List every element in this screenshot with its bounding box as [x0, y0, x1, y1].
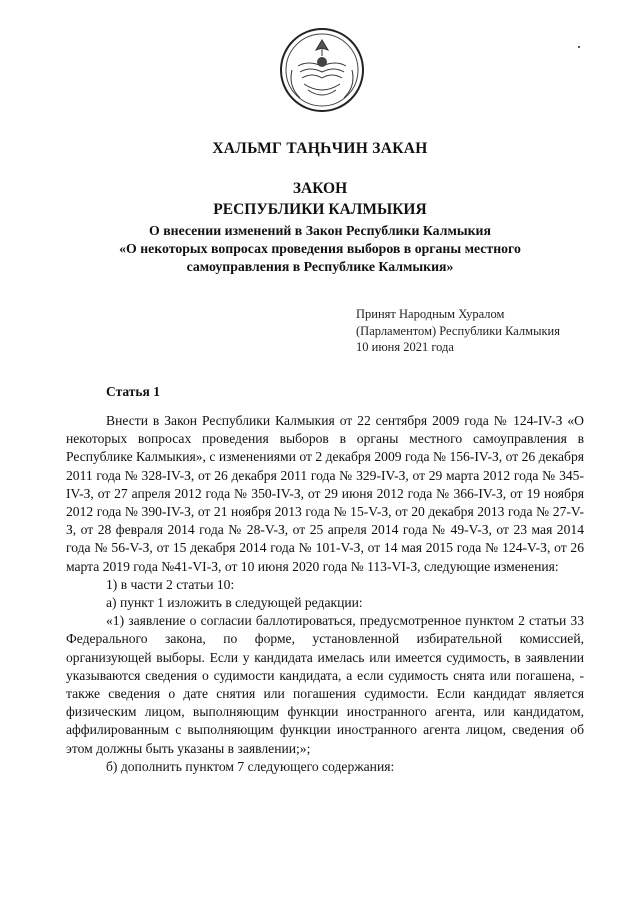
kalmykia-coat-of-arms-icon [278, 26, 366, 114]
adopted-line-1: Принят Народным Хуралом [356, 307, 505, 321]
subject-line-2: «О некоторых вопросах проведения выборов в органы местного [119, 241, 521, 256]
adopted-line-3: 10 июня 2021 года [356, 340, 454, 354]
article-intro-paragraph: Внести в Закон Республики Калмыкия от 22 сентября 2009 года № 124-IV-З «О некоторых вопросах проведения выборов в органы местного самоуправления в Республике Калмыкия», с изменениями от 2 декабря 2009 года № 156-IV-З, от 26 декабря 2011 года № 328-IV-З, от 26 декабря 2011 года № 329-IV-З, от 29 марта 2012 года № 345-IV-З, от 27 апреля 2012 года № 350-IV-З, от 29 июня 2012 года № 366-IV-З, от 19 ноября 2012 года № 390-IV-З, от 21 ноября 2013 года № 15-V-З, от 20 декабря 2013 года № 27-V-З, от 28 февраля 2014 года № 28-V-З, от 25 апреля 2014 года № 49-V-З, от 23 мая 2014 года № 56-V-З, от 15 декабря 2014 года № 101-V-З, от 14 мая 2015 года № 124-V-З, от 26 марта 2019 года №41-VI-З, от 10 июня 2020 года № 113-VI-З, следующие изменения: [66, 413, 584, 574]
item-1: 1) в части 2 статьи 10: [106, 576, 235, 592]
quoted-amendment: «1) заявление о согласии баллотироваться, предусмотренное пунктом 2 статьи 33 Федерального закона, по форме, установленной избирательной комиссией, организующей выборы. Если у кандидата имелась или имеется судимость, в заявлении указываются сведения о судимости кандидата, а если судимость снята или погашена, - также сведения о дате снятия или погашения судимости. Если кандидат является физическим лицом, выполняющим функции иностранного агента, или кандидатом, аффилированным с выполняющим функции иностранного агента лицом, сведения об этом должны быть указаны в заявлении;»; [66, 613, 584, 756]
subject-line-1: О внесении изменений в Закон Республики Калмыкия [149, 223, 491, 238]
law-subject [90, 222, 550, 276]
subject-line-3: самоуправления в Республике Калмыкия» [186, 259, 454, 274]
item-b: б) дополнить пунктом 7 следующего содержания: [106, 758, 395, 774]
scan-speck [578, 46, 580, 48]
adoption-note [356, 306, 560, 356]
adopted-line-2: (Парламентом) Республики Калмыкия [356, 323, 560, 338]
article-heading: Статья 1 [106, 384, 160, 399]
kalmyk-law-title: ХАЛЬМГ ТАҢҺЧИН ЗАКАН [212, 140, 428, 157]
law-title-block [90, 178, 550, 220]
republic-name: РЕСПУБЛИКИ КАЛМЫКИЯ [213, 201, 427, 218]
article-body [66, 412, 584, 776]
law-word: ЗАКОН [292, 180, 348, 197]
item-a: а) пункт 1 изложить в следующей редакции: [106, 595, 363, 611]
